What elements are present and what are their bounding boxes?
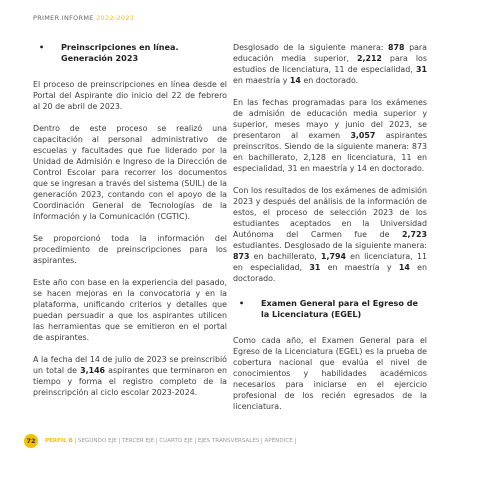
highlight-number: 1,794: [320, 252, 346, 261]
header-title: PRIMER INFORME: [33, 14, 94, 22]
paragraph: Dentro de este proceso se realizó una capacitación al personal administrativo de escuelas y facultades que fue liderado por la Unidad de Admisión e Ingreso de la Dirección de Control Escolar para recorrer los documentos que se ingresan a través del sistema (SUIL) de la generación 2023, contando con el apoyo de la Coordinación General de Tecnologías de la Información y la Comunicación (CGTIC).: [33, 124, 227, 221]
nav-item-tercer-eje[interactable]: TERCER EJE: [120, 438, 157, 444]
running-header: [33, 14, 134, 22]
bullet-icon: •: [239, 298, 245, 308]
heading-line-2: Generación 2023: [61, 53, 139, 63]
highlight-number: 878: [388, 43, 405, 52]
highlight-number: 873: [233, 252, 250, 261]
paragraph: El proceso de preinscripciones en línea desde el Portal del Aspirante dio inicio del 22 de febrero al 20 de abril de 2023.: [33, 80, 227, 111]
nav-item-apendice[interactable]: APÉNDICE: [262, 438, 295, 444]
left-column: [33, 42, 227, 409]
highlight-number: 31: [416, 65, 427, 74]
section-heading-preinscripciones: [33, 42, 227, 64]
paragraph: Este año con base en la experiencia del pasado, se hacen mejoras en la convocatoria y en la plataforma, unificando criterios y detalles que puedan persuadir a que los aspirantes utilicen las herramientas que se emitieron en el portal de aspirantes.: [33, 278, 227, 342]
highlight-number: 31: [309, 263, 321, 272]
highlight-number: 3,057: [350, 131, 376, 140]
nav-item-perfil[interactable]: PERFIL B: [43, 438, 76, 444]
nav-item-ejes-transversales[interactable]: EJES TRANSVERSALES: [196, 438, 263, 444]
heading-line-1: Preinscripciones en línea.: [61, 42, 179, 52]
page-number: 72: [24, 434, 38, 448]
nav-item-cuarto-eje[interactable]: CUARTO EJE: [157, 438, 196, 444]
highlight-number: 14: [398, 263, 410, 272]
page-footer: [0, 432, 480, 450]
bullet-icon: •: [39, 42, 45, 52]
highlight-number: 3,146: [80, 366, 106, 375]
section-heading-egel: [233, 298, 427, 320]
highlight-number: 14: [289, 76, 301, 85]
header-year: 2022-2023: [96, 14, 135, 22]
section-nav: [43, 438, 296, 444]
heading-line-2: la Licenciatura (EGEL): [261, 309, 362, 319]
paragraph: Desglosado de la siguiente manera: 878 para educación media superior, 2,212 para los estudios de licenciatura, 11 de especialidad, 31 en maestría y 14 en doctorado.: [233, 43, 427, 85]
nav-item-segundo-eje[interactable]: SEGUNDO EJE: [76, 438, 120, 444]
paragraph: Se proporcionó toda la información del procedimiento de preinscripciones para los aspirantes.: [33, 234, 227, 265]
paragraph: A la fecha del 14 de julio de 2023 se preinscribió un total de 3,146 aspirantes que terminaron en tiempo y forma el registro completo de la preinscripción al ciclo escolar 2023-2024.: [33, 355, 227, 397]
right-column: [233, 42, 427, 423]
paragraph: Con los resultados de los exámenes de admisión 2023 y después del análisis de la información de estos, el proceso de selección 2023 de los estudiantes aceptados en la Universidad Autónoma del Carmen fue de 2,723 estudiantes. Desglosado de la siguiente manera: 873 en bachillerato, 1,794 en licenciatura, 11 en especialidad, 31 en maestría y 14 en doctorado.: [233, 186, 427, 283]
paragraph: En las fechas programadas para los exámenes de admisión de educación media superior y superior, meses mayo y junio del 2023, se presentaron al examen 3,057 aspirantes preinscritos. Siendo de la siguiente manera: 873 en bachillerato, 2,128 en licenciatura, 11 en especialidad, 31 en maestría y 14 en doctorado.: [233, 98, 427, 173]
paragraph: Como cada año, el Examen General para el Egreso de la Licenciatura (EGEL) es la prueba de cobertura nacional que evalúa el nivel de conocimientos y habilidades académicos necesarios para iniciarse en el ejercicio profesional de los recién egresados de la licenciatura.: [233, 336, 427, 411]
highlight-number: 2,212: [356, 54, 382, 63]
heading-line-1: Examen General para el Egreso de: [261, 298, 419, 308]
highlight-number: 2,723: [402, 230, 427, 239]
